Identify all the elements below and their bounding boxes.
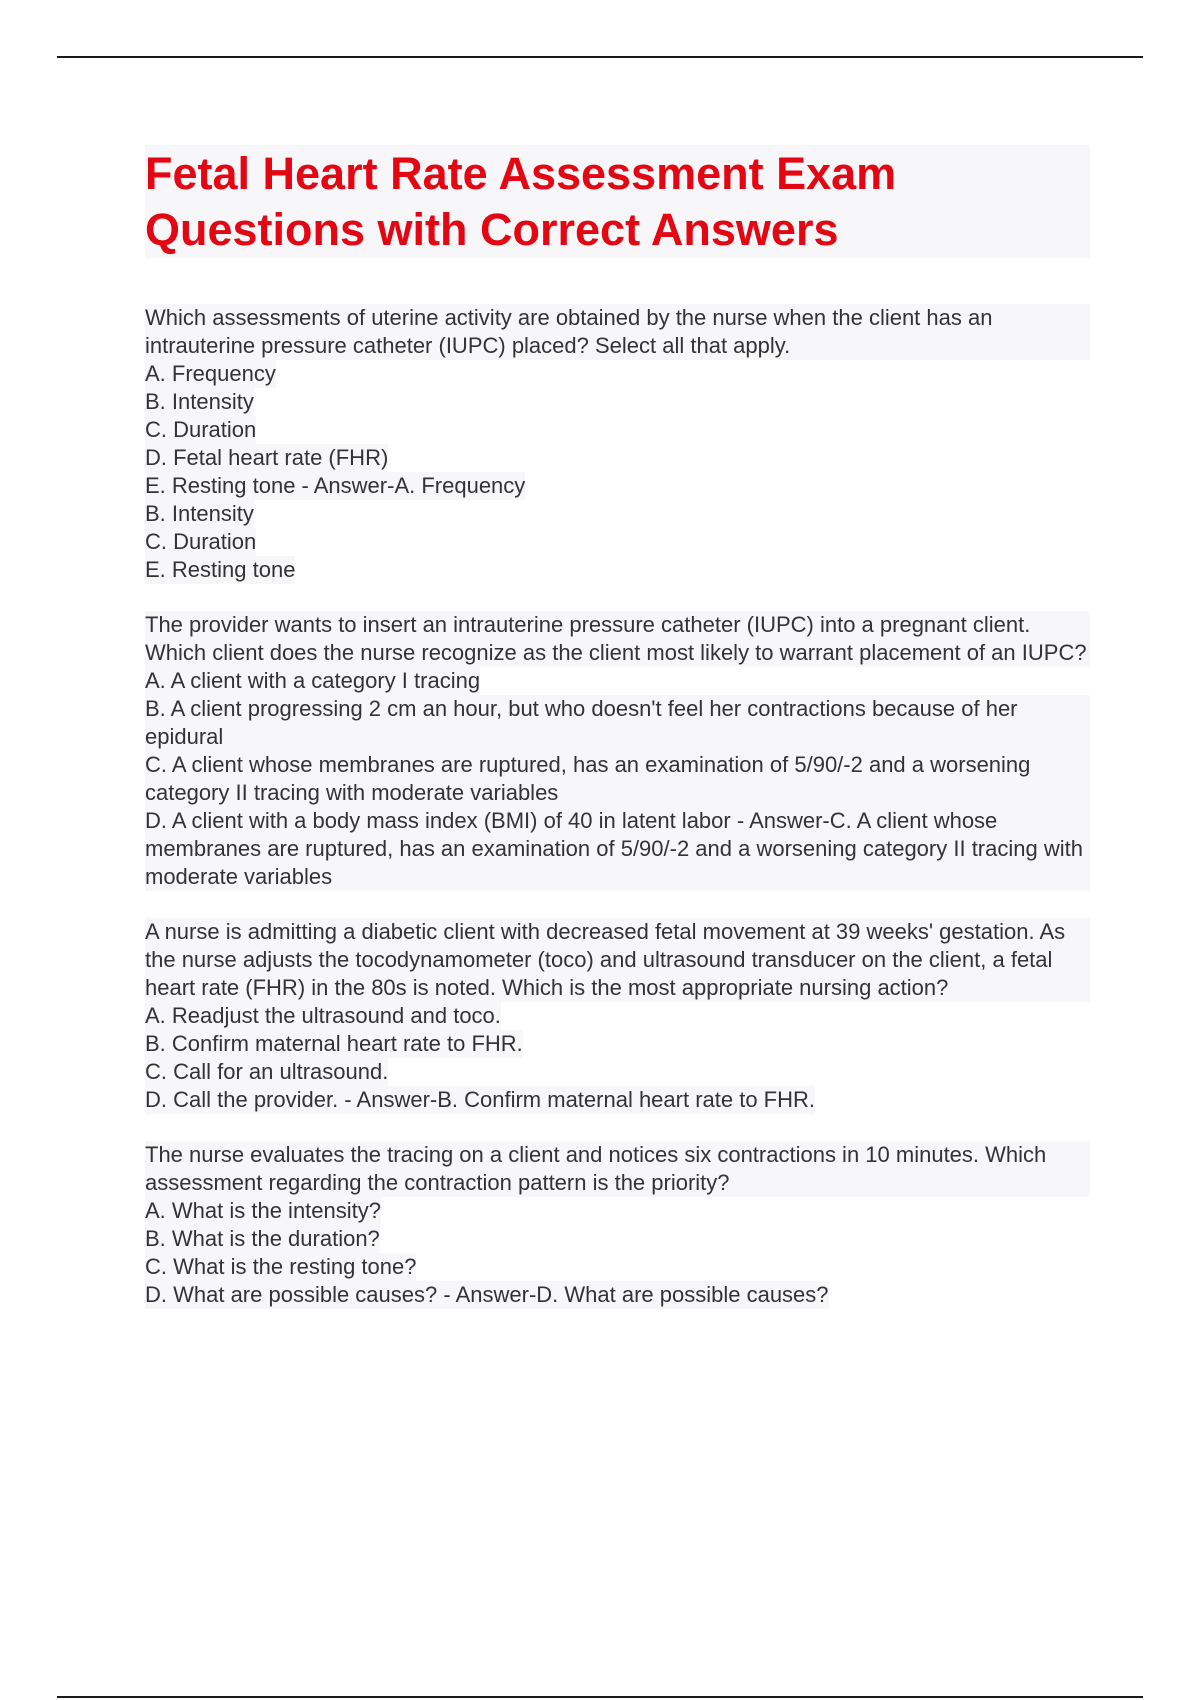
answer-option: C. A client whose membranes are ruptured, has an examination of 5/90/-2 and a worsening category II tracing with moderate variables — [145, 751, 1090, 807]
answer-option: C. Call for an ultrasound. — [145, 1059, 389, 1084]
footer-rule — [57, 1696, 1143, 1698]
title-line-1: Fetal Heart Rate Assessment Exam — [145, 148, 897, 199]
answer-option: E. Resting tone - Answer-A. Frequency — [145, 473, 526, 498]
answer-option: D. Fetal heart rate (FHR) — [145, 445, 389, 470]
answer-option: D. Call the provider. - Answer-B. Confirm maternal heart rate to FHR. — [145, 1087, 816, 1112]
answer-option: E. Resting tone — [145, 557, 296, 582]
question-item-3 — [145, 918, 1090, 1114]
answer-option: D. A client with a body mass index (BMI) of 40 in latent labor - Answer-C. A client whose membranes are ruptured, has an examination of 5/90/-2 and a worsening category II tracing with moderate variables — [145, 807, 1090, 891]
answer-option: C. Duration — [145, 529, 257, 554]
document-page — [145, 145, 1090, 1336]
title-block — [145, 145, 1090, 258]
answer-option: B. Intensity — [145, 389, 254, 414]
question-stem: The nurse evaluates the tracing on a client and notices six contractions in 10 minutes. Which assessment regarding the contraction pattern is the priority? — [145, 1141, 1090, 1197]
answer-option: B. Intensity — [145, 501, 254, 526]
header-rule — [57, 56, 1143, 58]
answer-option: A. A client with a category I tracing — [145, 668, 481, 693]
question-item-4 — [145, 1141, 1090, 1309]
answer-option: C. Duration — [145, 417, 257, 442]
question-stem: Which assessments of uterine activity are obtained by the nurse when the client has an intrauterine pressure catheter (IUPC) placed? Select all that apply. — [145, 304, 1090, 360]
answer-option: C. What is the resting tone? — [145, 1254, 417, 1279]
question-item-1 — [145, 304, 1090, 584]
answer-option: D. What are possible causes? - Answer-D. What are possible causes? — [145, 1282, 829, 1307]
question-stem: A nurse is admitting a diabetic client with decreased fetal movement at 39 weeks' gestation. As the nurse adjusts the tocodynamometer (toco) and ultrasound transducer on the client, a fetal heart rate (FHR) in the 80s is noted. Which is the most appropriate nursing action? — [145, 918, 1090, 1002]
answer-option: A. Readjust the ultrasound and toco. — [145, 1003, 501, 1028]
document-title — [145, 145, 1090, 258]
answer-option: A. Frequency — [145, 361, 276, 386]
answer-option: B. Confirm maternal heart rate to FHR. — [145, 1031, 523, 1056]
answer-option: A. What is the intensity? — [145, 1198, 381, 1223]
answer-option: B. What is the duration? — [145, 1226, 380, 1251]
answer-option: B. A client progressing 2 cm an hour, but who doesn't feel her contractions because of her epidural — [145, 695, 1090, 751]
question-stem: The provider wants to insert an intrauterine pressure catheter (IUPC) into a pregnant client. Which client does the nurse recognize as the client most likely to warrant placement of an IUPC? — [145, 611, 1090, 667]
title-line-2: Questions with Correct Answers — [145, 204, 839, 255]
question-item-2 — [145, 611, 1090, 891]
question-list — [145, 304, 1090, 1309]
